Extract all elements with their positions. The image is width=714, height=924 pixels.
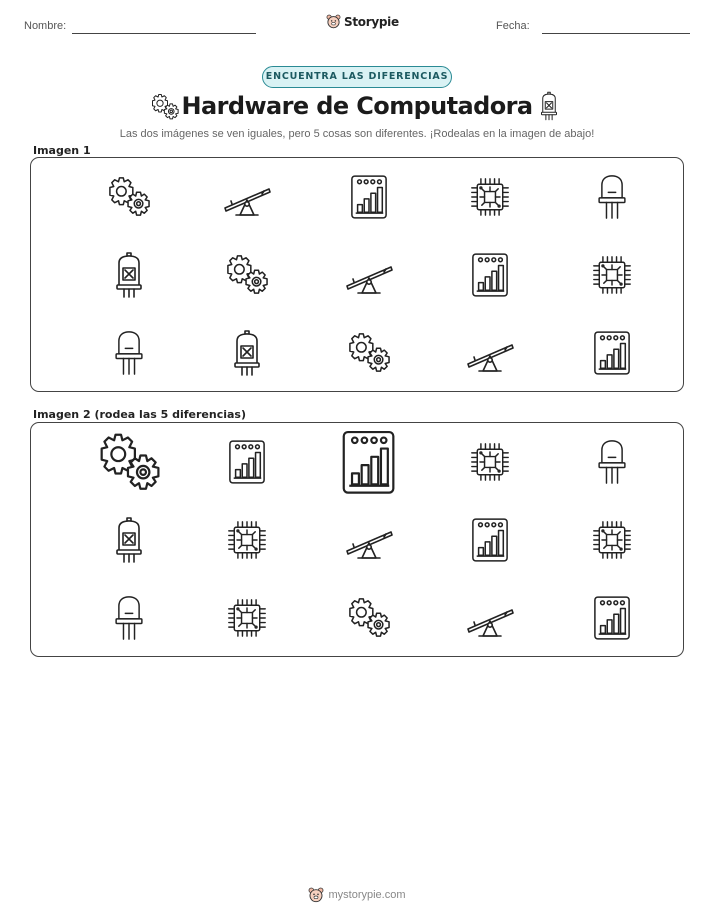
image1-cell-0-4[interactable] [576, 168, 648, 226]
name-line[interactable] [72, 33, 256, 34]
led-icon [596, 174, 628, 220]
gears-icon [346, 332, 392, 374]
image2-cell-1-4[interactable] [576, 511, 648, 569]
image1-cell-0-1[interactable] [211, 168, 283, 226]
vacuum-tube-icon [114, 251, 144, 299]
image2-cell-1-2[interactable] [333, 511, 405, 569]
image2-cell-1-0[interactable] [93, 511, 165, 569]
image1-cell-1-2[interactable] [333, 246, 405, 304]
image1-cell-0-3[interactable] [454, 168, 526, 226]
cpu-chip-icon [470, 177, 510, 217]
image2-panel[interactable] [30, 422, 684, 657]
seesaw-icon [465, 598, 515, 638]
image2-label: Imagen 2 (rodea las 5 diferencias) [33, 408, 247, 421]
image1-label: Imagen 1 [33, 144, 91, 157]
image1-cell-1-1[interactable] [211, 246, 283, 304]
image2-cell-0-4[interactable] [576, 433, 648, 491]
image2-cell-0-1[interactable] [211, 433, 283, 491]
brand-name: Storypie [344, 14, 399, 29]
cpu-chip-icon [592, 255, 632, 295]
seesaw-icon [222, 177, 272, 217]
date-label: Fecha: [496, 20, 530, 32]
led-icon [113, 595, 145, 641]
image2-cell-2-1[interactable] [211, 589, 283, 647]
image2-cell-1-3[interactable] [454, 511, 526, 569]
footer-bear-icon [308, 887, 324, 903]
image2-cell-0-2[interactable] [317, 420, 421, 504]
activity-badge: ENCUENTRA LAS DIFERENCIAS [262, 66, 452, 88]
image2-cell-0-3[interactable] [454, 433, 526, 491]
vacuum-tube-icon [114, 516, 144, 564]
image2-cell-2-4[interactable] [576, 589, 648, 647]
chart-tablet-icon [228, 439, 266, 485]
chart-tablet-icon [471, 252, 509, 298]
seesaw-icon [465, 333, 515, 373]
chart-tablet-icon [471, 517, 509, 563]
seesaw-icon [344, 255, 394, 295]
cpu-chip-icon [592, 520, 632, 560]
image2-cell-1-1[interactable] [211, 511, 283, 569]
chart-tablet-icon [341, 429, 396, 496]
image1-cell-2-2[interactable] [333, 324, 405, 382]
gears-icon [106, 176, 152, 218]
gears-icon [224, 254, 270, 296]
image1-cell-2-3[interactable] [454, 324, 526, 382]
seesaw-icon [344, 520, 394, 560]
footer [0, 887, 714, 903]
date-line[interactable] [542, 33, 690, 34]
chart-tablet-icon [593, 595, 631, 641]
name-label: Nombre: [24, 20, 67, 32]
gears-icon [96, 432, 163, 493]
image1-cell-0-2[interactable] [333, 168, 405, 226]
image1-cell-1-3[interactable] [454, 246, 526, 304]
chart-tablet-icon [593, 330, 631, 376]
cpu-chip-icon [227, 520, 267, 560]
page-title: Hardware de Computadora [181, 92, 533, 120]
chart-tablet-icon [350, 174, 388, 220]
footer-site[interactable]: mystorypie.com [328, 889, 406, 901]
image2-cell-2-0[interactable] [93, 589, 165, 647]
image1-cell-2-1[interactable] [211, 324, 283, 382]
image2-cell-0-0[interactable] [77, 420, 181, 504]
led-icon [113, 330, 145, 376]
page-subtitle: Las dos imágenes se ven iguales, pero 5 cosas son diferentes. ¡Rodealas en la imagen de abajo! [119, 128, 595, 140]
image2-cell-2-2[interactable] [333, 589, 405, 647]
led-icon [596, 439, 628, 485]
image1-cell-1-4[interactable] [576, 246, 648, 304]
image1-cell-2-0[interactable] [93, 324, 165, 382]
cpu-chip-icon [227, 598, 267, 638]
cpu-chip-icon [470, 442, 510, 482]
brand-logo [326, 14, 399, 29]
title-tube-icon [538, 91, 560, 126]
image1-panel [30, 157, 684, 392]
image1-cell-0-0[interactable] [93, 168, 165, 226]
gears-icon [346, 597, 392, 639]
image2-cell-2-3[interactable] [454, 589, 526, 647]
vacuum-tube-icon [232, 329, 262, 377]
bear-logo-icon [326, 14, 341, 29]
image1-cell-2-4[interactable] [576, 324, 648, 382]
image1-cell-1-0[interactable] [93, 246, 165, 304]
